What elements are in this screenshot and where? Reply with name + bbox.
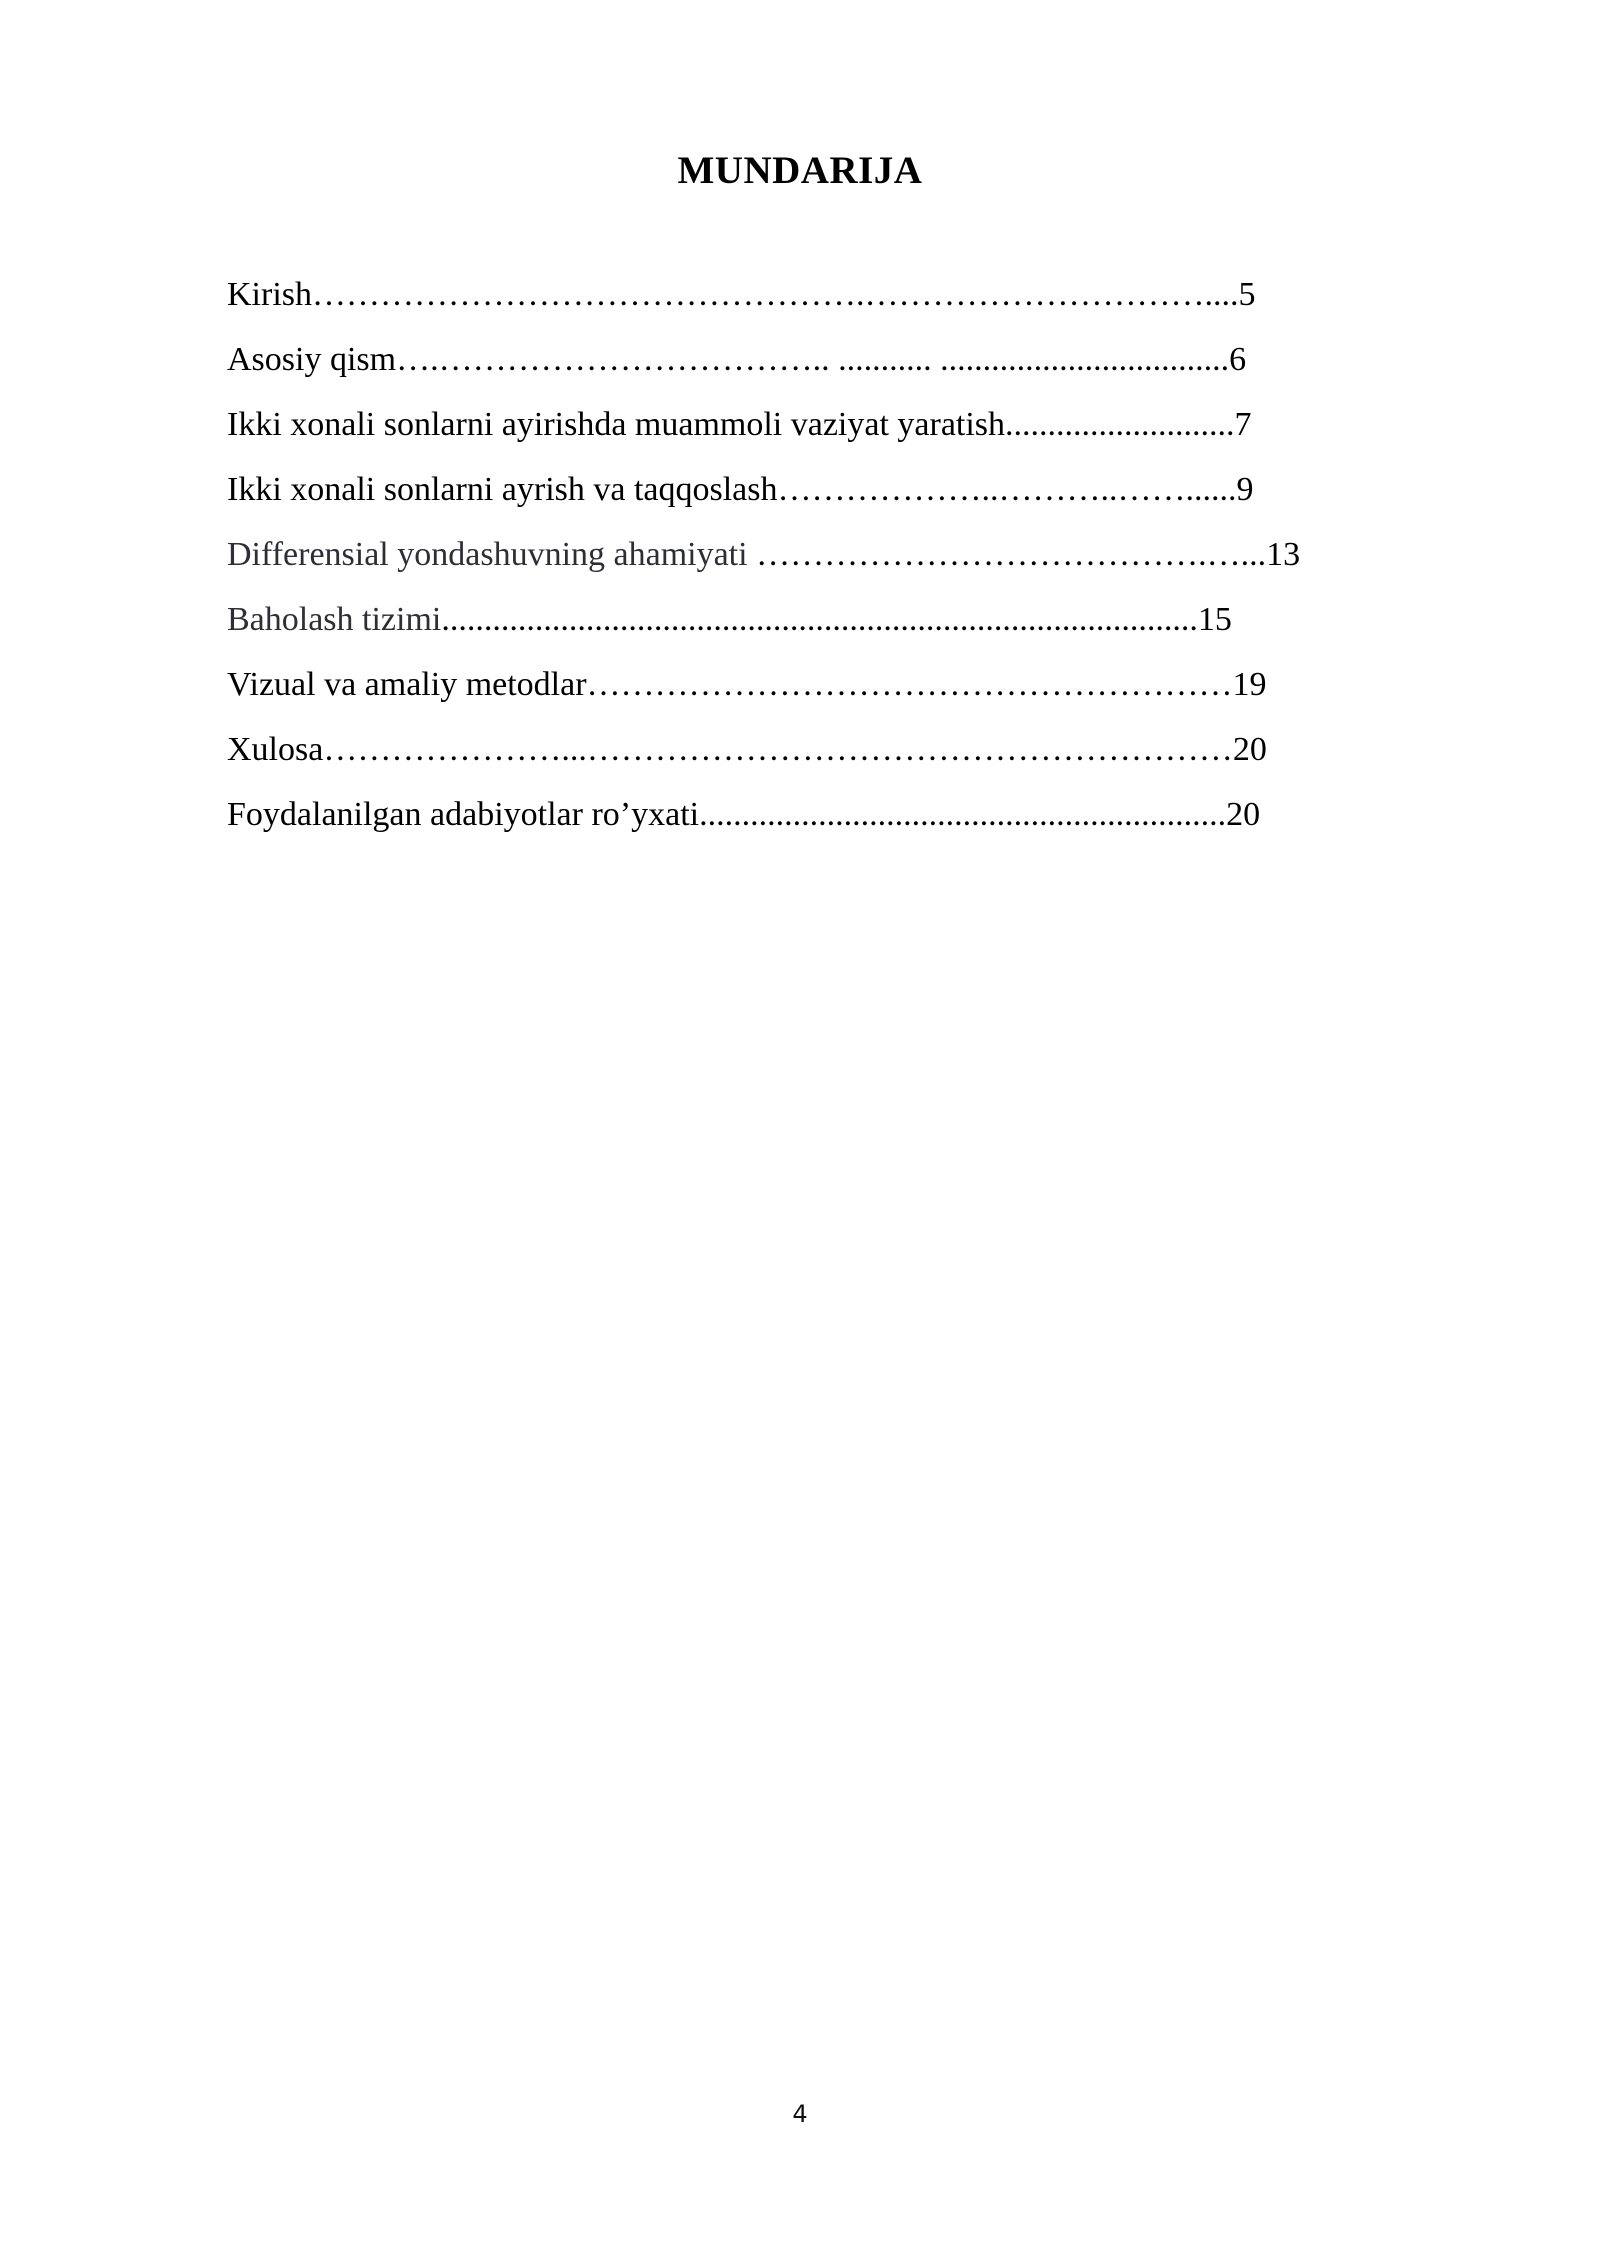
toc-entry-adabiyotlar[interactable] xyxy=(227,782,1387,847)
toc-entry-label: Foydalanilgan adabiyotlar ro’yxati xyxy=(227,796,700,833)
toc-leader-dots: ………………………………………….………………………….... xyxy=(312,276,1239,313)
toc-entry-label: Ikki xonali sonlarni ayrish va taqqoslash xyxy=(227,471,778,508)
toc-entry-ayrish-taqqoslash[interactable] xyxy=(227,457,1387,522)
toc-page-number: 20 xyxy=(1226,796,1261,833)
toc-leader-dots: ………………………………….…... xyxy=(756,536,1267,573)
toc-entry-label: Vizual va amaliy metodlar xyxy=(227,666,587,703)
table-of-contents xyxy=(227,262,1387,847)
toc-entry-differensial-yondashuv[interactable] xyxy=(227,522,1387,587)
toc-page-number: 7 xyxy=(1234,406,1252,443)
toc-page-number: 6 xyxy=(1229,341,1247,378)
toc-page-number: 9 xyxy=(1236,471,1254,508)
toc-leader-dots: ………………..………..……...... xyxy=(777,471,1237,508)
toc-entry-label: Kirish xyxy=(227,276,312,313)
toc-leader-dots: .............................................................. xyxy=(699,796,1227,833)
toc-entry-asosiy-qism[interactable] xyxy=(227,327,1387,392)
toc-entry-baholash-tizimi[interactable] xyxy=(227,587,1387,652)
toc-entry-muammoli-vaziyat[interactable] xyxy=(227,392,1387,457)
toc-entry-label: Baholash tizimi xyxy=(227,601,442,638)
toc-page-number: 5 xyxy=(1238,276,1256,313)
toc-page-number: 13 xyxy=(1266,536,1301,573)
toc-leader-dots: ………………………………………………… xyxy=(586,666,1233,703)
toc-entry-label: Ikki xonali sonlarni ayirishda muammoli vaziyat yaratish xyxy=(227,406,1006,443)
toc-leader-dots: …………………...………………………………………………… xyxy=(323,731,1233,768)
toc-leader-dots: ….…………………………….. ........... .................................. xyxy=(396,341,1230,378)
toc-page-number: 15 xyxy=(1197,601,1232,638)
toc-entry-vizual-metodlar[interactable] xyxy=(227,652,1387,717)
toc-entry-label: Asosiy qism xyxy=(227,341,397,378)
toc-leader-dots: ......................................................................................... xyxy=(441,601,1198,638)
toc-page-number: 20 xyxy=(1232,731,1267,768)
toc-entry-kirish[interactable] xyxy=(227,262,1387,327)
page-number: 4 xyxy=(792,2100,808,2128)
page-title: MUNDARIJA xyxy=(677,149,923,192)
toc-entry-label: Xulosa xyxy=(227,731,324,768)
toc-page-number: 19 xyxy=(1232,666,1267,703)
toc-leader-dots: ........................... xyxy=(1005,406,1235,443)
toc-entry-xulosa[interactable] xyxy=(227,717,1387,782)
toc-entry-label: Differensial yondashuvning ahamiyati xyxy=(227,536,757,573)
